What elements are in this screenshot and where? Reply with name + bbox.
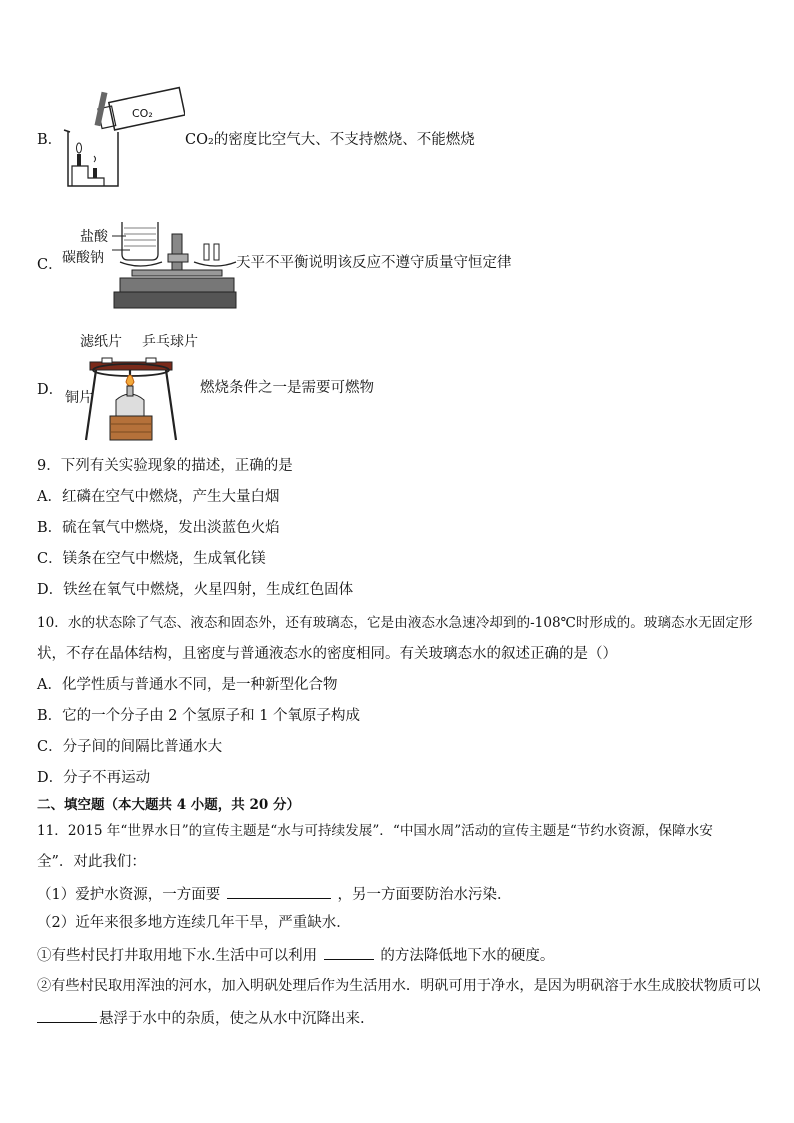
option-b-letter: B．: [37, 132, 63, 148]
q11-blank-1[interactable]: [227, 884, 331, 899]
q10-option-c: C．分子间的间隔比普通水大: [37, 739, 223, 755]
label-pingpong-piece: 乒乓球片: [142, 334, 198, 350]
q9-option-c: C．镁条在空气中燃烧，生成氧化镁: [37, 551, 266, 567]
q11-part2: （2）近年来很多地方连续几年干旱，严重缺水．: [37, 915, 351, 931]
label-hydrochloric-acid: 盐酸: [80, 229, 108, 245]
option-c-letter: C．: [37, 257, 63, 273]
balance-figure: [112, 214, 237, 314]
q10-option-d: D．分子不再运动: [37, 770, 151, 786]
q10-stem-line1: 10．水的状态除了气态、液态和固态外，还有玻璃态，它是由液态水急速冷却到的-108℃时形成的。玻璃态水无固定形: [37, 615, 753, 631]
option-d-letter: D．: [37, 382, 64, 398]
q11-part3-before: ①有些村民打井取用地下水.生活中可以利用: [37, 948, 318, 964]
label-filter-paper: 滤纸片: [80, 334, 122, 350]
q11-part1-before: （1）爱护水资源，一方面要: [37, 887, 221, 903]
option-d-statement: 燃烧条件之一是需要可燃物: [200, 380, 374, 396]
q10-option-b: B．它的一个分子由 2 个氢原子和 1 个氧原子构成: [37, 708, 361, 724]
q11-part1-after: ，另一方面要防治水污染．: [337, 887, 512, 903]
section-title: 二、填空题（本大题共 4 小题，共 20 分）: [37, 797, 300, 813]
q11-blank-3[interactable]: [37, 1008, 97, 1023]
q10-stem-line2: 状，不存在晶体结构，且密度与普通液态水的密度相同。有关玻璃态水的叙述正确的是（）: [37, 646, 617, 662]
option-b-statement: CO₂的密度比空气大、不支持燃烧、不能燃烧: [185, 132, 475, 148]
co2-bottle-label: CO₂: [132, 107, 153, 120]
option-c-statement: 天平不平衡说明该反应不遵守质量守恒定律: [236, 255, 512, 271]
q11-stem-line2: 全”．对此我们：: [37, 854, 146, 870]
q11-blank-2[interactable]: [324, 945, 374, 960]
q9-option-b: B．硫在氧气中燃烧，发出淡蓝色火焰: [37, 520, 280, 536]
q10-option-a: A．化学性质与普通水不同，是一种新型化合物: [37, 677, 338, 693]
q11-stem-line1: 11．2015 年“世界水日”的宣传主题是“水与可持续发展”．“中国水周”活动的宣传主题是“节约水资源，保障水安: [37, 823, 713, 839]
q11-part1: [37, 884, 511, 905]
combustion-condition-figure: [80, 350, 180, 444]
q9-option-a: A．红磷在空气中燃烧，产生大量白烟: [37, 489, 280, 505]
q11-part3: [37, 945, 554, 966]
q9-stem: 9．下列有关实验现象的描述，正确的是: [37, 458, 293, 474]
label-sodium-carbonate: 碳酸钠: [62, 250, 104, 266]
q11-part4: ②有些村民取用浑浊的河水，加入明矾处理后作为生活用水．明矾可用于净水，是因为明矾溶于水生成胶状物质可以: [37, 978, 761, 994]
co2-pouring-figure: [60, 86, 185, 192]
q11-part3-after: 的方法降低地下水的硬度。: [380, 948, 555, 964]
q11-part5-after: 悬浮于水中的杂质，使之从水中沉降出来.: [99, 1011, 365, 1027]
q9-option-d: D．铁丝在氧气中燃烧，火星四射，生成红色固体: [37, 582, 354, 598]
label-copper-sheet: 铜片: [65, 390, 93, 406]
q11-part5: [37, 1008, 365, 1029]
